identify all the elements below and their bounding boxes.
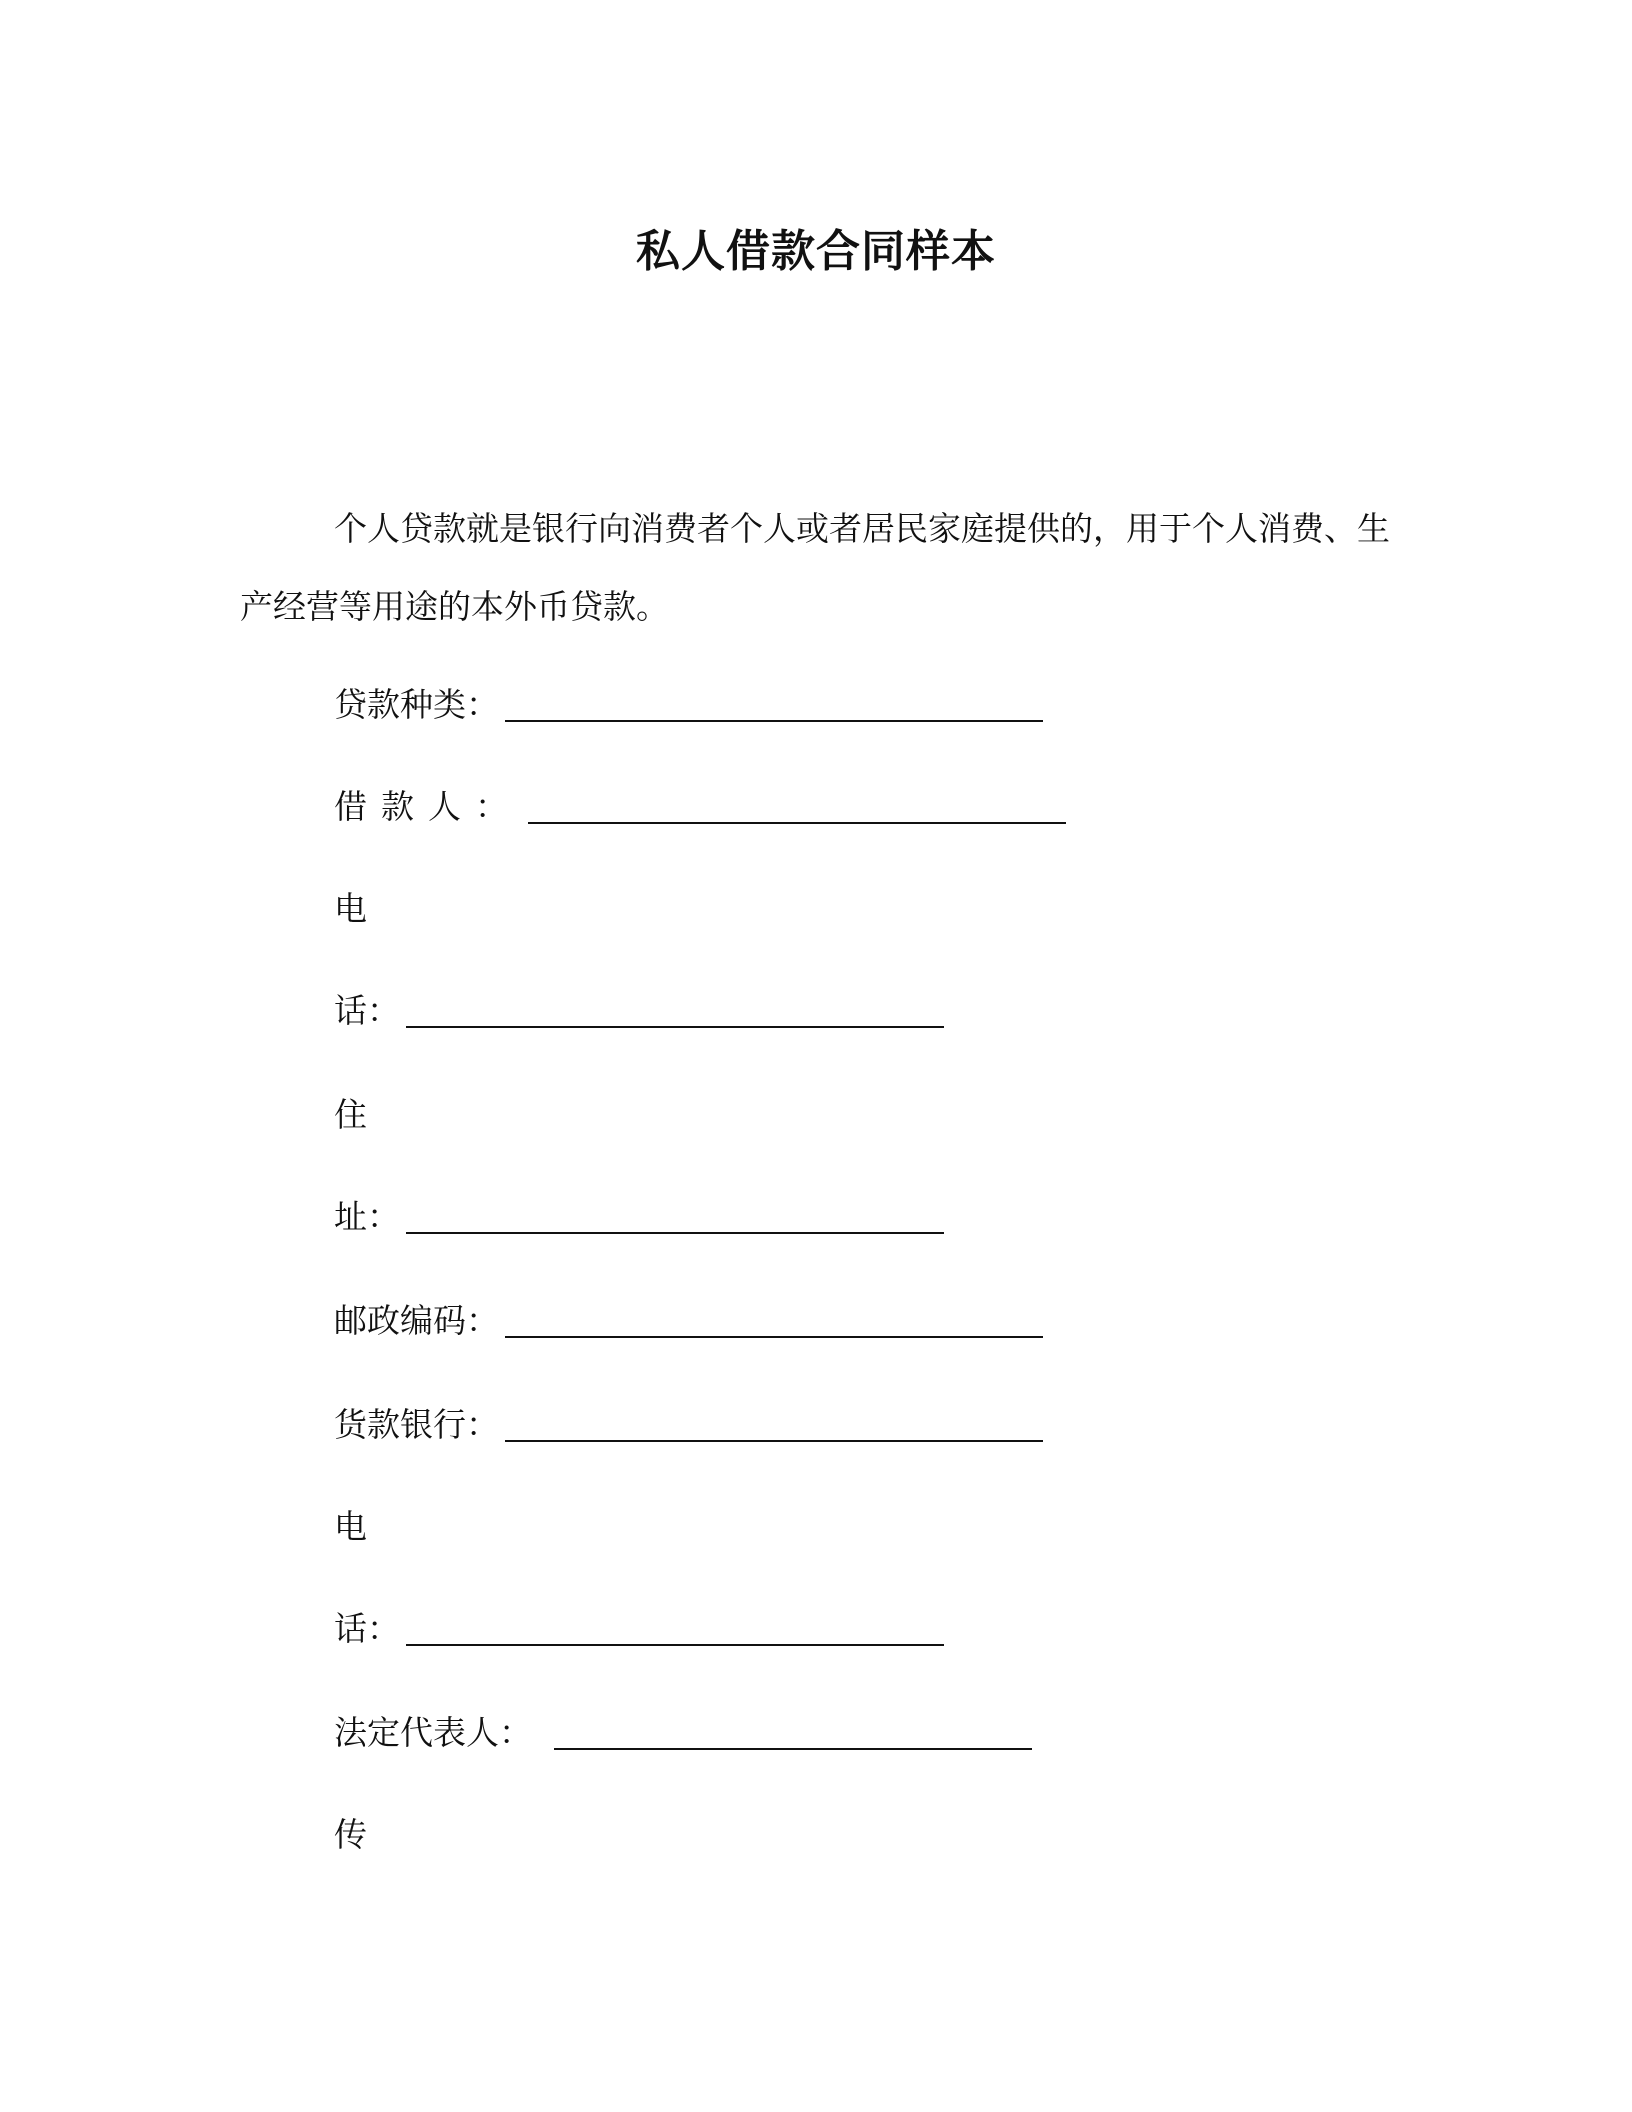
field-phone-1-part1	[334, 884, 367, 934]
field-legal-representative	[334, 1708, 1032, 1758]
blank-line	[505, 1336, 1043, 1338]
blank-line	[528, 822, 1066, 824]
field-loan-bank	[334, 1400, 1043, 1450]
field-loan-type	[334, 680, 1043, 730]
field-label: 话：	[334, 1609, 400, 1648]
field-phone-2-part2	[334, 1604, 944, 1654]
field-address-part2	[334, 1192, 944, 1242]
field-label: 话：	[334, 991, 400, 1030]
blank-line	[505, 1440, 1043, 1442]
field-phone-1-part2	[334, 986, 944, 1036]
field-phone-2-part1	[334, 1502, 367, 1552]
field-label: 贷款种类：	[334, 685, 499, 724]
field-label: 法定代表人：	[334, 1713, 532, 1752]
blank-line	[406, 1644, 944, 1646]
field-fax-part1	[334, 1810, 367, 1860]
intro-paragraph: 个人贷款就是银行向消费者个人或者居民家庭提供的，用于个人消费、生产经营等用途的本外币贷款。	[240, 509, 1390, 626]
field-borrower	[334, 782, 1066, 832]
field-label: 传	[334, 1815, 367, 1854]
field-label: 借款人：	[334, 787, 522, 826]
blank-line	[406, 1232, 944, 1234]
document-title: 私人借款合同样本	[636, 226, 996, 277]
field-postal-code	[334, 1296, 1043, 1346]
field-label: 货款银行：	[334, 1405, 499, 1444]
field-label: 址：	[334, 1197, 400, 1236]
field-label: 住	[334, 1095, 367, 1134]
blank-line	[406, 1026, 944, 1028]
field-label: 电	[334, 889, 367, 928]
field-address-part1	[334, 1090, 367, 1140]
field-label: 电	[334, 1507, 367, 1546]
field-label: 邮政编码：	[334, 1301, 499, 1340]
blank-line	[505, 720, 1043, 722]
blank-line	[554, 1748, 1032, 1750]
